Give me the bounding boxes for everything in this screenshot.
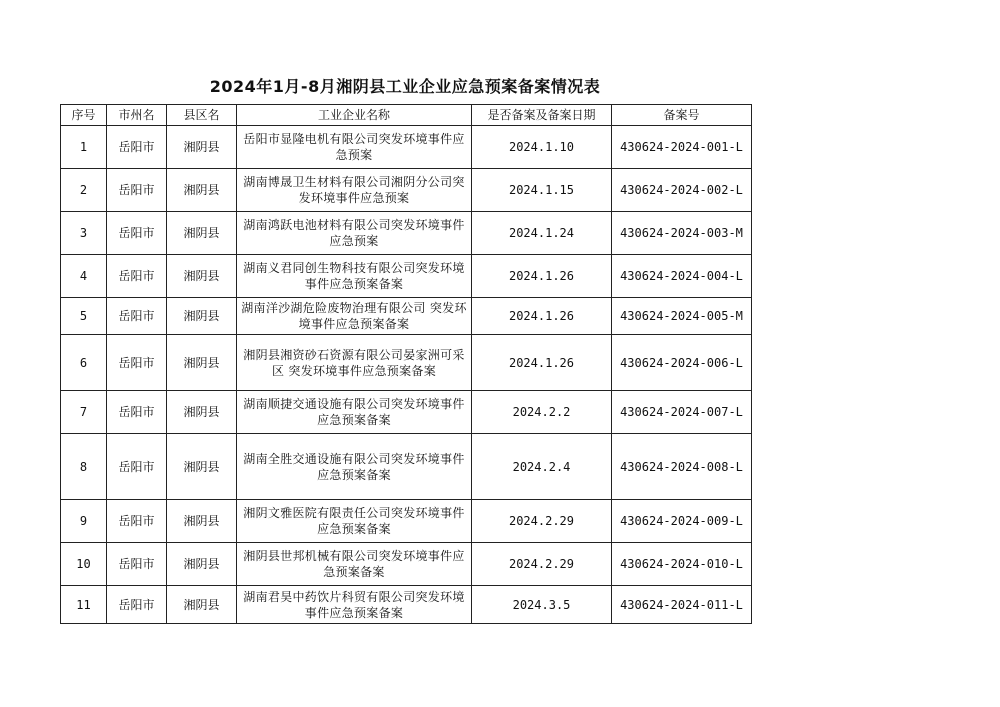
row-index: 8 [61,434,107,500]
row-filing-date: 2024.1.26 [472,335,612,391]
row-city: 岳阳市 [107,391,167,434]
row-company: 湘阴县世邦机械有限公司突发环境事件应急预案备案 [237,543,472,586]
row-county: 湘阴县 [167,434,237,500]
row-filing-number: 430624-2024-011-L [612,586,752,624]
row-index: 3 [61,212,107,255]
row-company: 湖南君昊中药饮片科贸有限公司突发环境事件应急预案备案 [237,586,472,624]
row-county: 湘阴县 [167,212,237,255]
header-index: 序号 [61,105,107,126]
row-filing-date: 2024.3.5 [472,586,612,624]
row-city: 岳阳市 [107,586,167,624]
row-index: 10 [61,543,107,586]
row-filing-number: 430624-2024-001-L [612,126,752,169]
row-filing-date: 2024.2.29 [472,543,612,586]
table-row [61,586,752,624]
row-county: 湘阴县 [167,586,237,624]
table-row [61,212,752,255]
row-county: 湘阴县 [167,126,237,169]
row-company: 湘阴文雅医院有限责任公司突发环境事件应急预案备案 [237,500,472,543]
row-index: 4 [61,255,107,298]
filing-table [60,104,752,624]
row-filing-number: 430624-2024-007-L [612,391,752,434]
row-company: 湖南全胜交通设施有限公司突发环境事件应急预案备案 [237,434,472,500]
row-city: 岳阳市 [107,126,167,169]
row-county: 湘阴县 [167,391,237,434]
header-filing-date: 是否备案及备案日期 [472,105,612,126]
row-company: 湘阴县湘资砂石资源有限公司晏家洲可采区 突发环境事件应急预案备案 [237,335,472,391]
row-company: 湖南义君同创生物科技有限公司突发环境事件应急预案备案 [237,255,472,298]
row-city: 岳阳市 [107,212,167,255]
row-filing-date: 2024.2.4 [472,434,612,500]
row-city: 岳阳市 [107,500,167,543]
header-city: 市州名 [107,105,167,126]
row-index: 6 [61,335,107,391]
row-filing-date: 2024.1.26 [472,298,612,335]
row-city: 岳阳市 [107,335,167,391]
row-company: 湖南洋沙湖危险废物治理有限公司 突发环境事件应急预案备案 [237,298,472,335]
row-county: 湘阴县 [167,543,237,586]
row-index: 2 [61,169,107,212]
page-title: 2024年1月-8月湘阴县工业企业应急预案备案情况表 [209,77,601,96]
table-header-row [61,105,752,126]
row-city: 岳阳市 [107,434,167,500]
table-row [61,126,752,169]
header-filing-number: 备案号 [612,105,752,126]
row-county: 湘阴县 [167,169,237,212]
row-filing-date: 2024.1.15 [472,169,612,212]
header-county: 县区名 [167,105,237,126]
row-filing-number: 430624-2024-004-L [612,255,752,298]
row-company: 岳阳市显隆电机有限公司突发环境事件应急预案 [237,126,472,169]
row-company: 湖南顺捷交通设施有限公司突发环境事件应急预案备案 [237,391,472,434]
row-filing-number: 430624-2024-005-M [612,298,752,335]
table-row [61,335,752,391]
table-row [61,169,752,212]
row-filing-number: 430624-2024-006-L [612,335,752,391]
row-index: 11 [61,586,107,624]
row-city: 岳阳市 [107,298,167,335]
table-row [61,434,752,500]
row-county: 湘阴县 [167,500,237,543]
table-row [61,255,752,298]
row-filing-date: 2024.1.24 [472,212,612,255]
row-filing-date: 2024.2.2 [472,391,612,434]
row-city: 岳阳市 [107,255,167,298]
row-city: 岳阳市 [107,169,167,212]
row-filing-number: 430624-2024-002-L [612,169,752,212]
table-row [61,500,752,543]
row-filing-number: 430624-2024-009-L [612,500,752,543]
row-city: 岳阳市 [107,543,167,586]
row-filing-date: 2024.1.10 [472,126,612,169]
table-row [61,298,752,335]
header-company: 工业企业名称 [237,105,472,126]
row-index: 7 [61,391,107,434]
table-row [61,391,752,434]
row-county: 湘阴县 [167,335,237,391]
row-filing-number: 430624-2024-003-M [612,212,752,255]
row-index: 1 [61,126,107,169]
row-index: 9 [61,500,107,543]
row-filing-number: 430624-2024-010-L [612,543,752,586]
row-company: 湖南鸿跃电池材料有限公司突发环境事件应急预案 [237,212,472,255]
row-filing-date: 2024.2.29 [472,500,612,543]
table-row [61,543,752,586]
row-filing-date: 2024.1.26 [472,255,612,298]
row-index: 5 [61,298,107,335]
row-county: 湘阴县 [167,255,237,298]
row-filing-number: 430624-2024-008-L [612,434,752,500]
row-county: 湘阴县 [167,298,237,335]
row-company: 湖南博晟卫生材料有限公司湘阴分公司突发环境事件应急预案 [237,169,472,212]
